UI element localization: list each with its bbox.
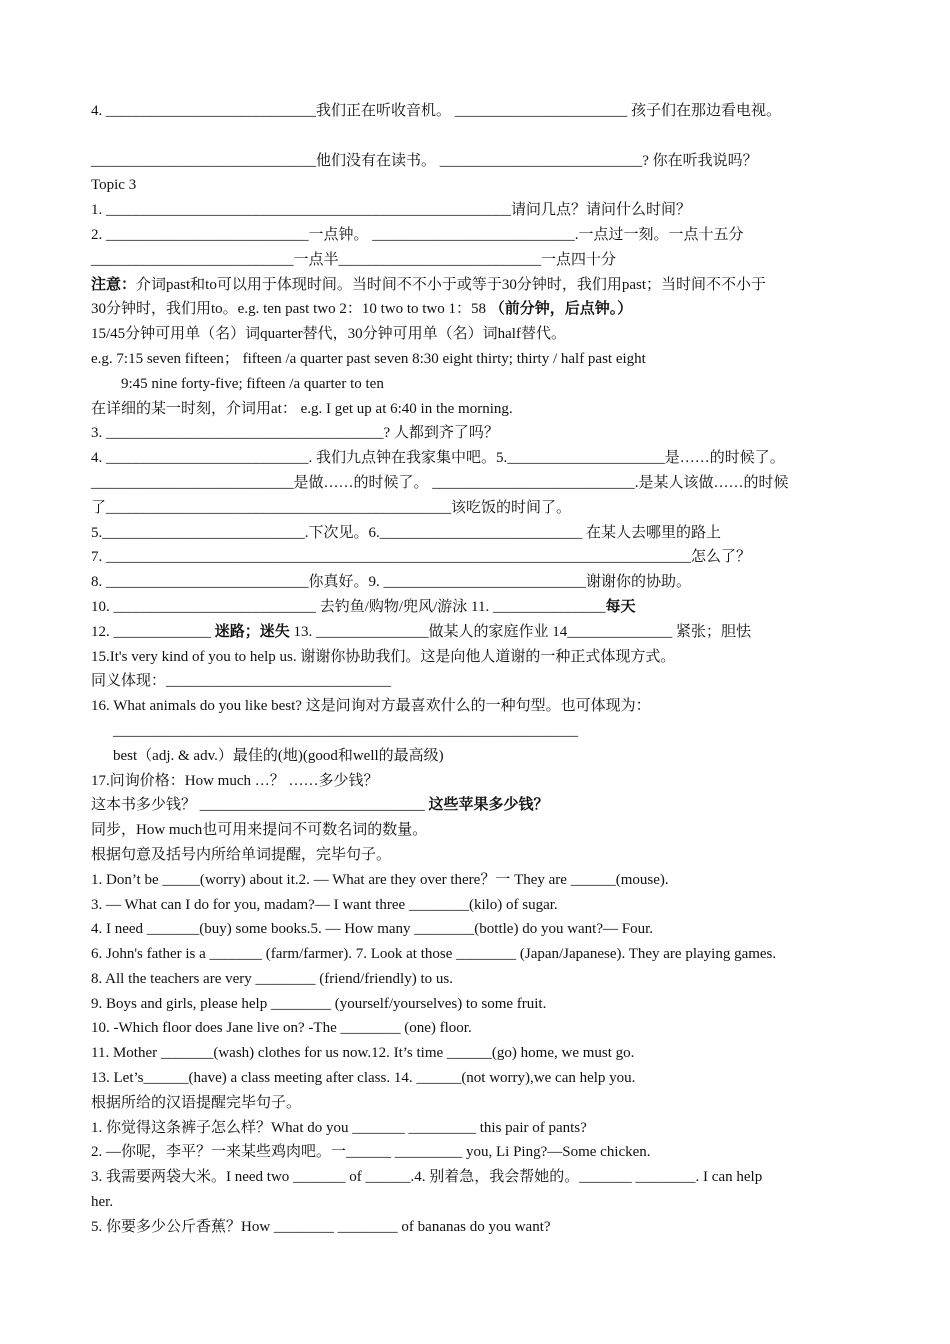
line-40: 13. Let’s______(have) a class meeting after class. 14. ______(not worry),we can help you. [91,1070,636,1087]
line-29-text: 这本书多少钱？ ______________________________ [91,797,429,814]
line-17: 了______________________________________________该吃饭的时间了。 [91,499,572,516]
line-33: 3. — What can I do for you, madam?— I want three ________(kilo) of sugar. [91,896,558,913]
line-36: 8. All the teachers are very ________ (friend/friendly) to us. [91,970,453,987]
line-12: 9:45 nine forty-five; fifteen /a quarter to ten [121,375,384,392]
line-11: e.g. 7:15 seven fifteen； fifteen /a quarter past seven 8:30 eight thirty; thirty / half past eight [91,350,646,367]
line-39: 11. Mother _______(wash) clothes for us now.12. It’s time ______(go) home, we must go. [91,1045,635,1062]
line-18: 5.___________________________.下次见。6.___________________________ 在某人去哪里的路上 [91,524,722,541]
line-5: 1. ______________________________________________________请问几点？请问什么时间？ [91,202,692,219]
line-34: 4. I need _______(buy) some books.5. — How many ________(bottle) do you want?— Four. [91,921,654,938]
line-2 [91,124,871,149]
note-line [91,273,871,298]
section-title-topic-3: Topic 3 [91,177,137,194]
line-14: 3. _____________________________________? 人都到齐了吗？ [91,425,499,442]
line-21 [91,595,871,620]
line-30: 同步，How much也可用来提问不可数名词的数量。 [91,822,428,839]
line-22-text-a: 12. _____________ [91,623,215,640]
line-29-bold: 这些苹果多少钱？ [428,797,549,814]
line-26-blank: ______________________________________________________________ [113,722,578,739]
section-title-exercise-1: 根据句意及括号内所给单词提醒，完毕句子。 [91,846,392,863]
section-title-exercise-2: 根据所给的汉语提醒完毕句子。 [91,1094,302,1111]
line-32: 1. Don’t be _____(worry) about it.2. — What are they over there？一 They are ______(mouse). [91,871,669,888]
line-20: 8. ___________________________你真好。9. ___________________________谢谢你的协助。 [91,574,692,591]
line-43: 2. —你呢，李平？一来某些鸡肉吧。一______ _________ you, Li Ping?—Some chicken. [91,1144,651,1161]
line-1: 4. ____________________________我们正在听收音机。 _______________________ 孩子们在那边看电视。 [91,103,782,119]
note-label: 注意： [91,276,137,293]
note-tail: （前分钟，后点钟。） [489,301,633,318]
line-22-text-c: 13. _______________做某人的家庭作业 14______________ 紧张；胆怯 [289,623,752,640]
line-3: ______________________________他们没有在读书。 ___________________________? 你在听我说吗？ [91,152,758,169]
line-13: 在详细的某一时刻，介词用at： e.g. I get up at 6:40 in the morning. [91,400,513,417]
line-19: 7. ______________________________________________________________________________怎么了？ [91,549,752,566]
line-15: 4. ___________________________. 我们九点钟在我家集中吧。5._____________________是……的时候了。 [91,450,785,467]
note-text: 介词past和to可以用于体现时间。当时间不不小于或等于30分钟时，我们用past；当时间不不小于 [136,276,767,293]
line-29 [91,793,871,818]
line-23: 15.It's very kind of you to help us. 谢谢你协助我们。这是向他人道谢的一种正式体现方式。 [91,648,676,665]
line-37: 9. Boys and girls, please help ________ (yourself/yourselves) to some fruit. [91,995,547,1012]
line-28: 17.问询价格：How much …？ ……多少钱？ [91,772,379,789]
line-38: 10. -Which floor does Jane live on? -The ________ (one) floor. [91,1020,472,1037]
line-9 [91,297,871,322]
line-21-bold: 每天 [605,598,636,615]
line-6: 2. ___________________________一点钟。 ___________________________.一点过一刻。一点十五分 [91,226,744,243]
line-25: 16. What animals do you like best? 这是问询对方最喜欢什么的一种句型。也可体现为： [91,698,651,715]
line-24: 同义体现：______________________________ [91,673,392,690]
line-44: 3. 我需要两袋大米。I need two _______ of ______.4. 别着急，我会帮她的。_______ ________. I can help [91,1169,763,1186]
line-46: 5. 你要多少公斤香蕉？How ________ ________ of bananas do you want? [91,1218,551,1235]
line-27: best（adj. & adv.）最佳的(地)(good和well的最高级) [113,747,444,764]
line-9-text: 30分钟时，我们用to。e.g. ten past two 2：10 two to two 1：58 [91,301,490,318]
line-42: 1. 你觉得这条裤子怎么样？What do you _______ _________ this pair of pants? [91,1119,587,1136]
line-7: ___________________________一点半___________________________一点四十分 [91,251,617,268]
line-10: 15/45分钟可用单（名）词quarter替代，30分钟可用单（名）词half替代。 [91,326,566,343]
line-35: 6. John's father is a _______ (farm/farmer). 7. Look at those ________ (Japan/Japanese). They are playing games. [91,946,777,963]
line-21-text: 10. ___________________________ 去钓鱼/购物/兜风/游泳 11. _______________ [91,598,606,615]
line-22-bold: 迷路；迷失 [214,623,290,640]
document-page [91,99,871,1240]
line-22 [91,620,871,645]
line-16: ___________________________是做……的时候了。 ___________________________.是某人该做……的时候 [91,474,789,491]
line-45: her. [91,1194,114,1211]
